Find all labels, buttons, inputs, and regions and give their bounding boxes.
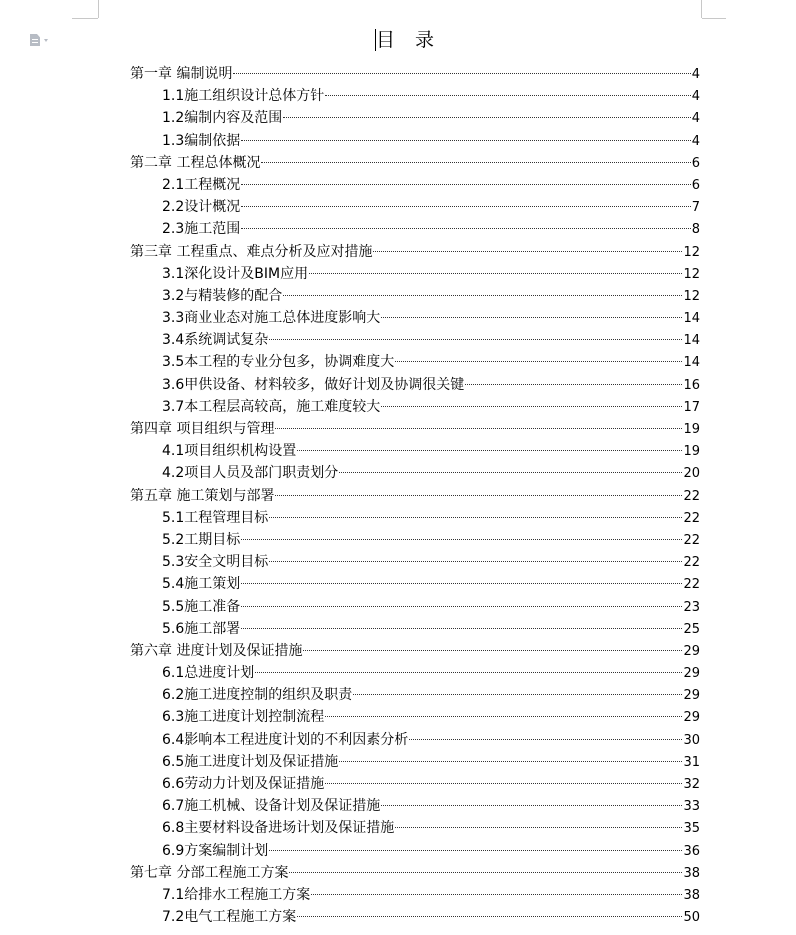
toc-section-entry[interactable]: [130, 706, 700, 728]
toc-section-entry[interactable]: [130, 684, 700, 706]
toc-entry-title: 3.3商业业态对施工总体进度影响大: [162, 310, 381, 327]
toc-dot-leader: [283, 117, 690, 118]
toc-entry-title: 6.3施工进度计划控制流程: [162, 709, 325, 726]
toc-dot-leader: [297, 916, 682, 917]
toc-entry-page-number: 4: [691, 111, 700, 127]
toc-entry-title: 3.6甲供设备、材料较多，做好计划及协调很关键: [162, 376, 465, 393]
toc-entry-page-number: 20: [683, 466, 700, 482]
toc-entry-page-number: 19: [683, 444, 700, 460]
toc-dot-leader: [269, 339, 682, 340]
toc-chapter-entry[interactable]: [130, 485, 700, 507]
toc-dot-leader: [325, 716, 682, 717]
toc-entry-page-number: 35: [683, 821, 700, 837]
toc-dot-leader: [269, 850, 682, 851]
crop-mark-top-left-horizontal: [72, 18, 98, 19]
toc-section-entry[interactable]: [130, 196, 700, 218]
toc-entry-title: 第二章 工程总体概况: [130, 154, 261, 171]
toc-section-entry[interactable]: [130, 618, 700, 640]
toc-entry-title: 第一章 编制说明: [130, 66, 233, 82]
toc-dot-leader: [339, 472, 682, 473]
toc-entry-title: 3.2与精装修的配合: [162, 287, 283, 304]
toc-entry-title: 1.2编制内容及范围: [162, 110, 283, 127]
toc-dot-leader: [395, 361, 682, 362]
toc-dot-leader: [275, 428, 682, 429]
toc-dot-leader: [241, 606, 682, 607]
toc-entry-title: 第五章 施工策划与部署: [130, 487, 275, 504]
crop-mark-top-right-vertical: [701, 0, 702, 18]
toc-dot-leader: [233, 73, 690, 74]
toc-entry-page-number: 32: [683, 777, 700, 792]
toc-entry-title: 4.1项目组织机构设置: [162, 443, 297, 460]
document-icon: [30, 34, 40, 46]
toc-entry-title: 6.5施工进度计划及保证措施: [162, 753, 339, 770]
toc-entry-page-number: 29: [683, 710, 700, 726]
toc-section-entry[interactable]: [130, 440, 700, 462]
toc-dot-leader: [381, 805, 682, 806]
toc-entry-page-number: 30: [683, 732, 700, 748]
toc-entry-page-number: 31: [683, 754, 700, 770]
toc-dot-leader: [283, 295, 682, 296]
toc-entry-title: 6.4影响本工程进度计划的不利因素分析: [162, 731, 409, 748]
toc-dot-leader: [311, 894, 682, 895]
toc-section-entry[interactable]: [130, 596, 700, 618]
toc-dot-leader: [261, 162, 690, 163]
toc-chapter-entry[interactable]: [130, 241, 700, 263]
toc-entry-page-number: 22: [683, 577, 700, 593]
toc-dot-leader: [325, 95, 690, 96]
crop-mark-top-left-vertical: [98, 0, 99, 18]
toc-entry-title: 第七章 分部工程施工方案: [130, 864, 289, 881]
toc-dot-leader: [381, 317, 682, 318]
toc-section-entry[interactable]: [130, 107, 700, 129]
toc-entry-page-number: 12: [683, 288, 700, 304]
toc-entry-title: 6.6劳动力计划及保证措施: [162, 776, 325, 792]
toc-entry-title: 2.1工程概况: [162, 176, 241, 193]
toc-entry-page-number: 33: [683, 799, 700, 815]
toc-chapter-entry[interactable]: [130, 152, 700, 174]
toc-section-entry[interactable]: [130, 751, 700, 773]
toc-entry-page-number: 22: [683, 555, 700, 571]
toc-entry-title: 5.5施工准备: [162, 598, 241, 615]
toc-entry-title: 第四章 项目组织与管理: [130, 421, 275, 437]
toc-section-entry[interactable]: [130, 551, 700, 573]
toc-entry-title: 3.1深化设计及BIM应用: [162, 265, 309, 282]
toc-entry-page-number: 12: [683, 244, 700, 260]
toc-entry-title: 5.6施工部署: [162, 620, 241, 637]
toc-entry-page-number: 29: [683, 666, 700, 682]
toc-section-entry[interactable]: [130, 662, 700, 684]
toc-entry-page-number: 14: [683, 333, 700, 349]
toc-entry-title: 6.1总进度计划: [162, 665, 255, 682]
toc-entry-page-number: 22: [683, 532, 700, 548]
toc-entry-page-number: 7: [691, 200, 700, 216]
toc-dot-leader: [381, 406, 682, 407]
toc-section-entry[interactable]: [130, 462, 700, 484]
toc-dot-leader: [255, 672, 682, 673]
toc-section-entry[interactable]: [130, 817, 700, 839]
toc-section-entry[interactable]: [130, 884, 700, 906]
toc-entry-title: 1.1施工组织设计总体方针: [162, 88, 325, 105]
toc-section-entry[interactable]: [130, 795, 700, 817]
toc-entry-title: 7.1给排水工程施工方案: [162, 886, 311, 903]
toc-entry-page-number: 6: [691, 155, 700, 171]
toc-entry-page-number: 25: [683, 621, 700, 637]
toc-entry-page-number: 38: [683, 865, 700, 881]
toc-entry-page-number: 4: [691, 133, 700, 149]
toc-dot-leader: [395, 827, 682, 828]
toc-dot-leader: [269, 517, 682, 518]
table-of-contents: [130, 63, 700, 928]
toc-entry-title: 5.4施工策划: [162, 576, 241, 593]
toc-dot-leader: [241, 583, 682, 584]
toc-section-entry[interactable]: [130, 374, 700, 396]
toc-chapter-entry[interactable]: [130, 63, 700, 85]
toc-entry-title: 4.2项目人员及部门职责划分: [162, 465, 339, 482]
toc-entry-title: 1.3编制依据: [162, 132, 241, 149]
toc-section-entry[interactable]: [130, 396, 700, 418]
toc-entry-page-number: 29: [683, 643, 700, 659]
toc-section-entry[interactable]: [130, 263, 700, 285]
toc-title: 目 录: [376, 29, 442, 51]
crop-mark-top-right-horizontal: [702, 18, 726, 19]
toc-entry-page-number: 16: [683, 377, 700, 393]
toc-section-entry[interactable]: [130, 218, 700, 240]
toc-entry-title: 2.2设计概况: [162, 199, 241, 216]
toc-entry-title: 3.7本工程层高较高，施工难度较大: [162, 398, 381, 415]
toc-entry-title: 6.8主要材料设备进场计划及保证措施: [162, 820, 395, 837]
toc-entry-title: 2.3施工范围: [162, 221, 241, 238]
toc-entry-title: 6.7施工机械、设备计划及保证措施: [162, 798, 381, 815]
toc-section-entry[interactable]: [130, 285, 700, 307]
toc-dot-leader: [339, 761, 682, 762]
toc-chapter-entry[interactable]: [130, 418, 700, 440]
toc-dot-leader: [303, 650, 682, 651]
toc-entry-title: 6.2施工进度控制的组织及职责: [162, 687, 353, 704]
toc-entry-page-number: 29: [683, 688, 700, 704]
toc-dot-leader: [325, 783, 682, 784]
toc-dot-leader: [275, 495, 682, 496]
toc-section-entry[interactable]: [130, 174, 700, 196]
toc-dot-leader: [409, 739, 682, 740]
toc-entry-page-number: 14: [683, 355, 700, 371]
toc-entry-title: 7.2电气工程施工方案: [162, 909, 297, 926]
toc-entry-page-number: 17: [683, 399, 700, 415]
toc-entry-page-number: 22: [683, 488, 700, 504]
toc-dot-leader: [241, 539, 682, 540]
toc-section-entry[interactable]: [130, 573, 700, 595]
toc-dot-leader: [289, 872, 682, 873]
toc-dot-leader: [241, 184, 690, 185]
toc-chapter-entry[interactable]: [130, 640, 700, 662]
toc-chapter-entry[interactable]: [130, 862, 700, 884]
document-menu-button[interactable]: [30, 33, 54, 47]
toc-entry-page-number: 23: [683, 599, 700, 615]
toc-dot-leader: [241, 228, 690, 229]
toc-dot-leader: [373, 251, 682, 252]
toc-entry-page-number: 12: [683, 266, 700, 282]
toc-section-entry[interactable]: [130, 906, 700, 928]
toc-entry-title: 第六章 进度计划及保证措施: [130, 642, 303, 659]
toc-entry-page-number: 19: [683, 422, 700, 437]
toc-entry-page-number: 38: [683, 887, 700, 903]
toc-entry-title: 5.2工期目标: [162, 531, 241, 548]
toc-entry-title: 3.4系统调试复杂: [162, 332, 269, 349]
toc-dot-leader: [241, 140, 690, 141]
toc-entry-page-number: 50: [683, 910, 700, 926]
toc-section-entry[interactable]: [130, 307, 700, 329]
toc-section-entry[interactable]: [130, 529, 700, 551]
toc-dot-leader: [269, 561, 682, 562]
toc-entry-page-number: 6: [691, 177, 700, 193]
toc-entry-page-number: 4: [691, 89, 700, 105]
toc-entry-page-number: 14: [683, 311, 700, 327]
toc-section-entry[interactable]: [130, 130, 700, 152]
toc-dot-leader: [309, 273, 682, 274]
toc-entry-title: 5.1工程管理目标: [162, 509, 269, 526]
toc-entry-page-number: 22: [683, 510, 700, 526]
toc-entry-title: 3.5本工程的专业分包多，协调难度大: [162, 354, 395, 371]
toc-dot-leader: [241, 206, 690, 207]
toc-dot-leader: [465, 384, 682, 385]
toc-section-entry[interactable]: [130, 351, 700, 373]
toc-entry-title: 5.3安全文明目标: [162, 554, 269, 571]
toc-dot-leader: [297, 450, 682, 451]
toc-entry-title: 第三章 工程重点、难点分析及应对措施: [130, 243, 373, 260]
toc-dot-leader: [241, 628, 682, 629]
toc-entry-page-number: 4: [691, 67, 700, 82]
toc-section-entry[interactable]: [130, 729, 700, 751]
chevron-down-icon: [44, 39, 48, 42]
toc-section-entry[interactable]: [130, 85, 700, 107]
toc-section-entry[interactable]: [130, 840, 700, 862]
toc-entry-title: 6.9方案编制计划: [162, 842, 269, 859]
toc-section-entry[interactable]: [130, 329, 700, 351]
toc-section-entry[interactable]: [130, 773, 700, 795]
toc-dot-leader: [353, 694, 682, 695]
toc-section-entry[interactable]: [130, 507, 700, 529]
toc-entry-page-number: 8: [691, 222, 700, 238]
toc-entry-page-number: 36: [683, 843, 700, 859]
